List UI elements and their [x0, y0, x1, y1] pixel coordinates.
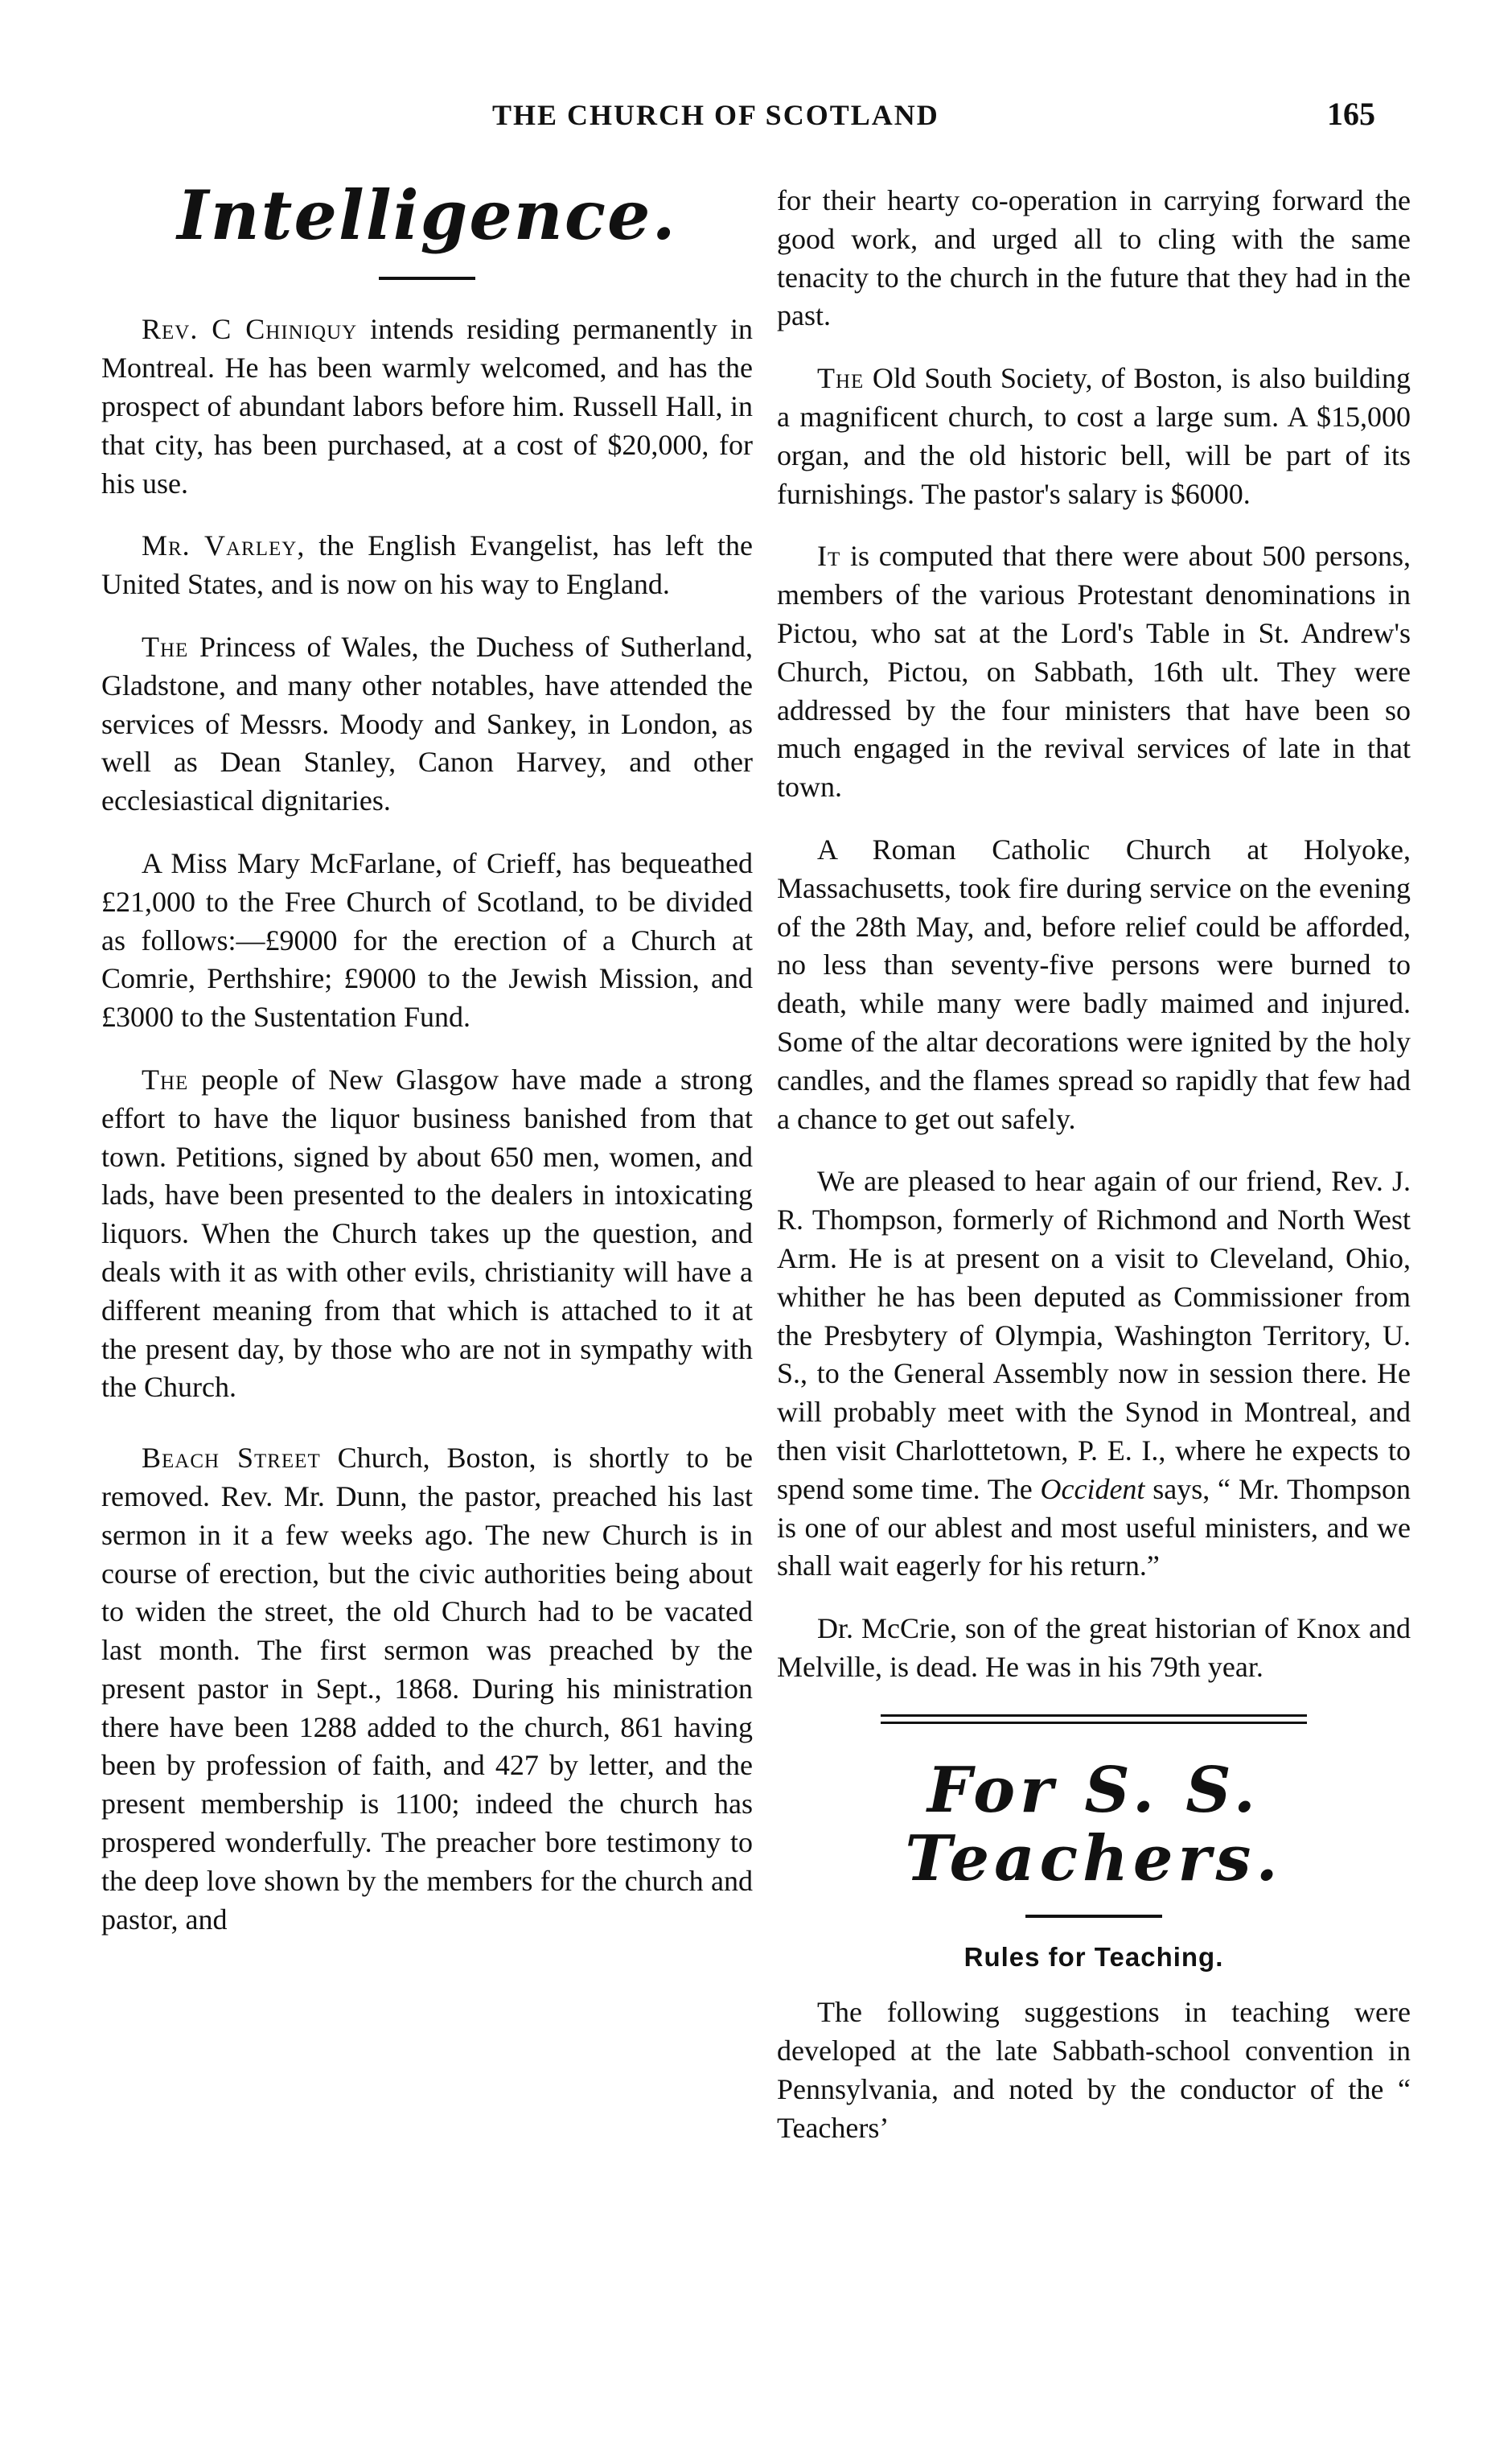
- item-text: says, “ Mr. Thompson is one of our ablest and most useful ministers, and we shall wait eagerly for his return.”: [777, 1472, 1411, 1582]
- section-divider: [881, 1714, 1307, 1724]
- item-varley: [101, 527, 753, 604]
- item-pictou: [777, 537, 1411, 807]
- item-italic: Occident: [1040, 1472, 1145, 1505]
- item-beach-street: [101, 1439, 753, 1939]
- item-holyoke: [777, 831, 1411, 1138]
- item-lead: Rev. C Chiniquy: [142, 313, 358, 346]
- item-new-glasgow: [101, 1061, 753, 1407]
- item-lead: Beach Street: [142, 1442, 321, 1475]
- intelligence-heading: Intelligence.: [177, 175, 677, 255]
- item-text: A Roman Catholic Church at Holyoke, Massachusetts, took fire during service on the evening of the 28th May, and, before relief could be afforded, no less than seventy-five persons were burned to death, while many were badly maimed and injured. Some of the altar decorations were ignited by the holy candles, and the flames spread so rapidly that few had a chance to get out safely.: [777, 833, 1411, 1135]
- item-text: Church, Boston, is shortly to be removed. Rev. Mr. Dunn, the pastor, preached his last sermon in it a few weeks ago. The new Church is in course of erection, but the civic authorities being about to widen the street, the old Church had to be vacated last month. The first sermon was preached by the present pastor in Sept., 1868. During his ministration there have been 1288 added to the church, 861 having been by profession of faith, and 427 by letter, and the present membership is 1100; indeed the church has prospered wonderfully. The preacher bore testimony to the deep love shown by the members for the church and pastor, and: [101, 1442, 753, 1936]
- item-lead: It: [817, 540, 841, 573]
- item-text: We are pleased to hear again of our friend, Rev. J. R. Thompson, formerly of Richmond and North West Arm. He is at present on a visit to Cleveland, Ohio, whither he has been deputed as Commissioner from the Presbytery of Olympia, Washington Territory, U. S., to the General Assembly now in session there. He will probably meet with the Synod in Montreal, and then visit Charlottetown, P. E. I., where he expects to spend some time. The: [777, 1165, 1411, 1505]
- page-number: 165: [1327, 96, 1375, 132]
- item-mccrie: [777, 1610, 1411, 1687]
- item-lead: The: [142, 1063, 189, 1096]
- item-text: The following suggestions in teaching were developed at the late Sabbath-school convention in Pennsylvania, and noted by the conductor of the “ Teachers’: [777, 1996, 1411, 2144]
- item-rules-intro: [777, 1993, 1411, 2147]
- item-text: intends residing permanently in Montreal. He has been warmly welcomed, and has the prospect of abundant labors before him. Russell Hall, in that city, has been purchased, at a cost of $20,000, for his use.: [101, 313, 753, 500]
- item-chiniquy: [101, 311, 753, 503]
- item-lead: The: [142, 630, 189, 663]
- item-text: for their hearty co-operation in carrying forward the good work, and urged all to cling with the same tenacity to the church in the future that they had in the past.: [777, 184, 1411, 332]
- left-column: [101, 175, 754, 1963]
- item-continuation: [777, 182, 1411, 335]
- item-text: is computed that there were about 500 persons, members of the various Protestant denominations in Pictou, who sat at the Lord's Table in St. Andrew's Church, Pictou, on Sabbath, 16th ult. They were addressed by the four ministers that have been so much engaged in the revival services of late in that town.: [777, 540, 1411, 804]
- item-old-south: [777, 360, 1411, 513]
- item-text: Dr. McCrie, son of the great historian of Knox and Melville, is dead. He was in his 79th year.: [777, 1612, 1411, 1683]
- heading-rule: [379, 277, 475, 280]
- item-text: A Miss Mary McFarlane, of Crieff, has bequeathed £21,000 to the Free Church of Scotland, to be divided as follows:—£9000 for the erection of a Church at Comrie, Perthshire; £9000 to the Jewish Mission, and £3000 to the Sustentation Fund.: [101, 846, 753, 1034]
- item-mcfarlane-bequest: [101, 845, 753, 1037]
- item-thompson: [777, 1162, 1411, 1586]
- running-head: THE CHURCH OF SCOTLAND: [492, 99, 939, 131]
- teachers-heading: For S. S. Teachers.: [905, 1753, 1283, 1896]
- right-column: [777, 182, 1411, 2171]
- heading-rule: [1025, 1915, 1162, 1918]
- item-lead: Mr. Varley,: [142, 529, 306, 562]
- item-text: people of New Glasgow have made a strong effort to have the liquor business banished from that town. Petitions, signed by about 650 men, women, and lads, have been presented to the dealers in intoxicating liquors. When the Church takes up the question, and deals with it as with other evils, christianity will have a different meaning from that which is attached to it at the present day, by those who are not in sympathy with the Church.: [101, 1063, 753, 1404]
- item-lead: The: [817, 362, 865, 395]
- item-text: Princess of Wales, the Duchess of Sutherland, Gladstone, and many other notables, have attended the services of Messrs. Moody and Sankey, in London, as well as Dean Stanley, Canon Harvey, and other ecclesiastical dignitaries.: [101, 630, 753, 817]
- item-text: Old South Society, of Boston, is also building a magnificent church, to cost a large sum. A $15,000 organ, and the old historic bell, will be part of its furnishings. The pastor's salary is $6000.: [777, 362, 1411, 510]
- item-moody-sankey: [101, 628, 753, 821]
- item-text: the English Evangelist, has left the United States, and is now on his way to England.: [101, 529, 754, 601]
- rules-subheading: Rules for Teaching.: [963, 1942, 1224, 1973]
